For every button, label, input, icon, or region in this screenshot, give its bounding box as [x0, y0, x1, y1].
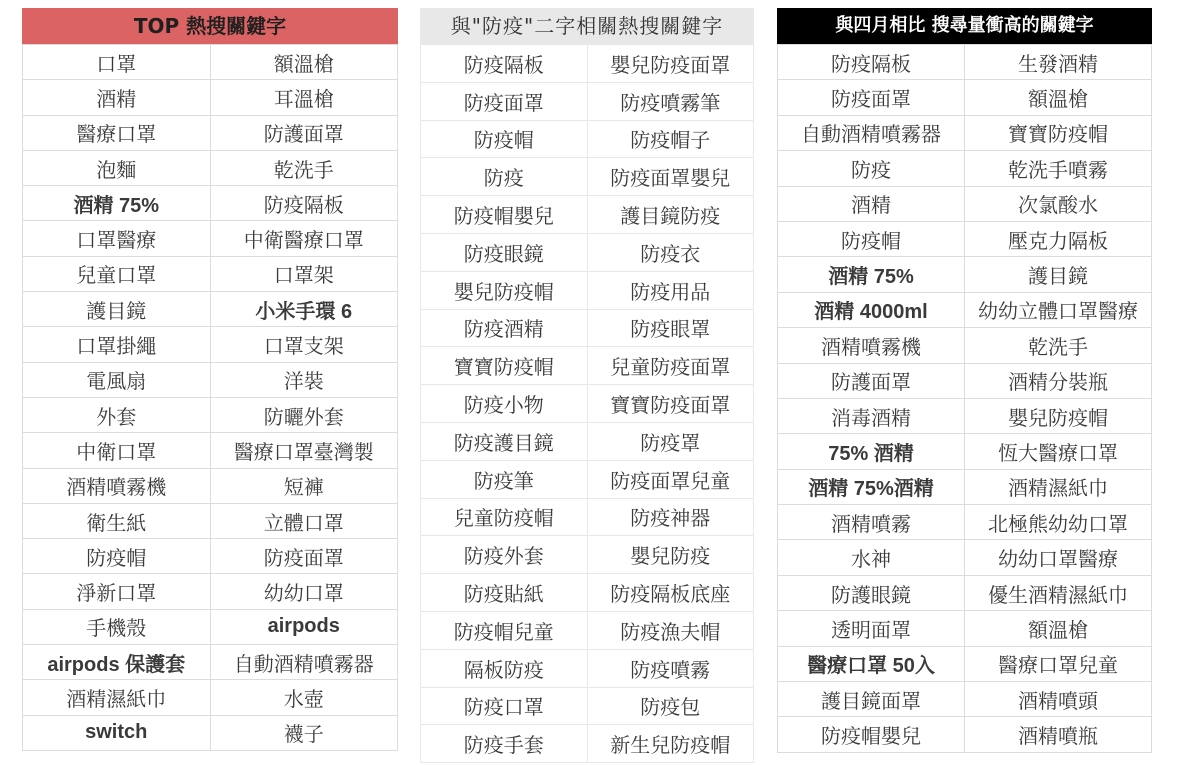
keyword-cell: 防疫護目鏡: [421, 422, 588, 460]
keyword-cell: 嬰兒防疫面罩: [587, 45, 754, 83]
table-row: [421, 385, 754, 423]
table-row: [23, 715, 398, 750]
keyword-cell: 防疫眼鏡: [421, 233, 588, 271]
keyword-cell: 酒精: [23, 80, 211, 115]
keyword-cell: 醫療口罩兒童: [965, 646, 1152, 681]
panel-title: TOP 熱搜關鍵字: [22, 8, 398, 44]
keyword-cell: 乾洗手噴霧: [965, 151, 1152, 186]
table-row: [23, 433, 398, 468]
keyword-cell: 口罩支架: [210, 327, 398, 362]
keyword-cell: 水神: [778, 540, 965, 575]
keyword-cell: 外套: [23, 397, 211, 432]
table-row: [778, 717, 1152, 752]
keyword-cell: 寶寶防疫帽: [965, 115, 1152, 150]
keyword-cell: 防疫面罩: [778, 80, 965, 115]
keyword-cell: 防疫包: [587, 687, 754, 725]
keyword-cell: 自動酒精噴霧器: [778, 115, 965, 150]
keyword-cell: 酒精濕紙巾: [23, 680, 211, 715]
rising-keywords-panel: [777, 8, 1152, 753]
keyword-cell: 短褲: [210, 468, 398, 503]
keyword-cell: 衛生紙: [23, 503, 211, 538]
keyword-cell: 幼幼立體口罩醫療: [965, 292, 1152, 327]
table-row: [778, 682, 1152, 717]
table-row: [421, 725, 754, 763]
table-row: [778, 257, 1152, 292]
keyword-cell: 防疫眼罩: [587, 309, 754, 347]
table-row: [778, 80, 1152, 115]
table-row: [421, 196, 754, 234]
keyword-cell: airpods: [210, 609, 398, 644]
table-row: [23, 221, 398, 256]
keyword-cell: 泡麵: [23, 150, 211, 185]
table-row: [421, 611, 754, 649]
table-row: [778, 363, 1152, 398]
keyword-cell: 額溫槍: [965, 611, 1152, 646]
keyword-cell: 次氯酸水: [965, 186, 1152, 221]
keyword-cell: airpods 保護套: [23, 645, 211, 680]
keyword-cell: 酒精噴瓶: [965, 717, 1152, 752]
table-row: [23, 574, 398, 609]
keyword-cell: 嬰兒防疫帽: [421, 271, 588, 309]
keyword-cell: 防疫帽: [23, 539, 211, 574]
table-row: [421, 271, 754, 309]
keyword-cell: 防疫帽: [778, 221, 965, 256]
table-row: [421, 498, 754, 536]
keyword-cell: 防護面罩: [210, 115, 398, 150]
table-row: [23, 186, 398, 221]
keyword-cell: 嬰兒防疫: [587, 536, 754, 574]
keyword-cell: 防疫漁夫帽: [587, 611, 754, 649]
keyword-cell: 防疫: [778, 151, 965, 186]
keyword-cell: 口罩架: [210, 256, 398, 291]
keyword-cell: 兒童口罩: [23, 256, 211, 291]
table-row: [421, 649, 754, 687]
keyword-cell: 醫療口罩 50入: [778, 646, 965, 681]
keyword-cell: 防疫噴霧: [587, 649, 754, 687]
table-row: [23, 503, 398, 538]
keyword-cell: 乾洗手: [210, 150, 398, 185]
table-row: [778, 151, 1152, 186]
keyword-cell: 酒精噴頭: [965, 682, 1152, 717]
keyword-cell: 防疫神器: [587, 498, 754, 536]
table-row: [23, 468, 398, 503]
table-row: [421, 574, 754, 612]
keyword-cell: 防疫帽兒童: [421, 611, 588, 649]
table-row: [778, 328, 1152, 363]
table-row: [23, 397, 398, 432]
table-row: [421, 422, 754, 460]
panel-title: 與"防疫"二字相關熱搜關鍵字: [420, 8, 754, 44]
keyword-cell: 酒精: [778, 186, 965, 221]
keyword-cell: 小米手環 6: [210, 292, 398, 327]
table-row: [421, 82, 754, 120]
keyword-cell: 防疫用品: [587, 271, 754, 309]
keyword-cell: 口罩: [23, 45, 211, 80]
keyword-cell: 防疫小物: [421, 385, 588, 423]
keyword-cell: switch: [23, 715, 211, 750]
keyword-cell: 消毒酒精: [778, 398, 965, 433]
keyword-cell: 防疫: [421, 158, 588, 196]
keyword-cell: 恆大醫療口罩: [965, 434, 1152, 469]
table-row: [778, 45, 1152, 80]
keyword-cell: 防曬外套: [210, 397, 398, 432]
keyword-cell: 酒精分裝瓶: [965, 363, 1152, 398]
table-row: [778, 221, 1152, 256]
keyword-cell: 防疫口罩: [421, 687, 588, 725]
keyword-cell: 寶寶防疫面罩: [587, 385, 754, 423]
table-row: [778, 469, 1152, 504]
keyword-cell: 酒精 75%: [23, 186, 211, 221]
keyword-cell: 嬰兒防疫帽: [965, 398, 1152, 433]
table-row: [778, 434, 1152, 469]
keyword-cell: 防疫隔板: [210, 186, 398, 221]
table-row: [421, 309, 754, 347]
keyword-cell: 幼幼口罩醫療: [965, 540, 1152, 575]
table-row: [778, 575, 1152, 610]
epidemic-keywords-panel: [420, 8, 754, 763]
keyword-cell: 防疫酒精: [421, 309, 588, 347]
table-row: [23, 292, 398, 327]
keyword-cell: 防疫貼紙: [421, 574, 588, 612]
keyword-cell: 酒精濕紙巾: [965, 469, 1152, 504]
keyword-cell: 酒精 4000ml: [778, 292, 965, 327]
table-row: [421, 158, 754, 196]
table-row: [23, 80, 398, 115]
keyword-cell: 水壺: [210, 680, 398, 715]
keyword-cell: 生發酒精: [965, 45, 1152, 80]
keyword-cell: 防疫面罩: [210, 539, 398, 574]
table-row: [778, 292, 1152, 327]
table-row: [778, 611, 1152, 646]
keyword-cell: 立體口罩: [210, 503, 398, 538]
keyword-cell: 襪子: [210, 715, 398, 750]
keyword-cell: 淨新口罩: [23, 574, 211, 609]
keywords-table: [22, 44, 398, 751]
table-row: [778, 505, 1152, 540]
keyword-cell: 護目鏡: [965, 257, 1152, 292]
keyword-cell: 醫療口罩: [23, 115, 211, 150]
keyword-cell: 防疫隔板: [421, 45, 588, 83]
keyword-cell: 防疫衣: [587, 233, 754, 271]
keyword-cell: 防疫帽嬰兒: [778, 717, 965, 752]
keyword-cell: 兒童防疫面罩: [587, 347, 754, 385]
keyword-cell: 防疫隔板底座: [587, 574, 754, 612]
table-row: [778, 540, 1152, 575]
keyword-cell: 透明面罩: [778, 611, 965, 646]
keyword-cell: 防疫帽子: [587, 120, 754, 158]
keyword-cell: 優生酒精濕紙巾: [965, 575, 1152, 610]
table-row: [23, 115, 398, 150]
keyword-cell: 幼幼口罩: [210, 574, 398, 609]
keyword-cell: 酒精噴霧機: [23, 468, 211, 503]
keyword-cell: 75% 酒精: [778, 434, 965, 469]
keyword-cell: 護目鏡: [23, 292, 211, 327]
table-row: [421, 536, 754, 574]
keyword-cell: 洋裝: [210, 362, 398, 397]
keyword-cell: 口罩醫療: [23, 221, 211, 256]
keyword-cell: 隔板防疫: [421, 649, 588, 687]
keyword-cell: 防疫噴霧筆: [587, 82, 754, 120]
keyword-cell: 醫療口罩臺灣製: [210, 433, 398, 468]
table-row: [23, 609, 398, 644]
keywords-table: [777, 44, 1152, 753]
keyword-cell: 防疫帽: [421, 120, 588, 158]
keyword-cell: 額溫槍: [210, 45, 398, 80]
keyword-cell: 額溫槍: [965, 80, 1152, 115]
keyword-cell: 新生兒防疫帽: [587, 725, 754, 763]
table-row: [421, 687, 754, 725]
keyword-cell: 酒精噴霧: [778, 505, 965, 540]
table-row: [778, 398, 1152, 433]
keyword-cell: 中衛醫療口罩: [210, 221, 398, 256]
keyword-cell: 護目鏡防疫: [587, 196, 754, 234]
table-row: [421, 233, 754, 271]
keyword-cell: 中衛口罩: [23, 433, 211, 468]
keyword-cell: 防疫面罩嬰兒: [587, 158, 754, 196]
keywords-table: [420, 44, 754, 763]
keyword-cell: 防疫隔板: [778, 45, 965, 80]
table-row: [23, 45, 398, 80]
table-row: [23, 327, 398, 362]
keyword-cell: 寶寶防疫帽: [421, 347, 588, 385]
keyword-cell: 護目鏡面罩: [778, 682, 965, 717]
keyword-cell: 防疫面罩: [421, 82, 588, 120]
table-row: [23, 539, 398, 574]
keyword-cell: 自動酒精噴霧器: [210, 645, 398, 680]
table-row: [23, 256, 398, 291]
keyword-cell: 防護面罩: [778, 363, 965, 398]
keyword-cell: 壓克力隔板: [965, 221, 1152, 256]
keyword-cell: 防護眼鏡: [778, 575, 965, 610]
keyword-cell: 北極熊幼幼口罩: [965, 505, 1152, 540]
table-row: [778, 115, 1152, 150]
keyword-cell: 酒精 75%: [778, 257, 965, 292]
table-row: [421, 460, 754, 498]
keyword-cell: 防疫外套: [421, 536, 588, 574]
keyword-cell: 酒精 75%酒精: [778, 469, 965, 504]
panel-title: 與四月相比 搜尋量衝高的關鍵字: [777, 8, 1152, 44]
table-row: [778, 646, 1152, 681]
table-row: [421, 45, 754, 83]
keyword-cell: 防疫筆: [421, 460, 588, 498]
table-row: [421, 120, 754, 158]
table-row: [421, 347, 754, 385]
keyword-cell: 酒精噴霧機: [778, 328, 965, 363]
top-keywords-panel: [22, 8, 398, 751]
keyword-cell: 乾洗手: [965, 328, 1152, 363]
table-row: [23, 680, 398, 715]
keyword-cell: 手機殼: [23, 609, 211, 644]
keyword-cell: 防疫罩: [587, 422, 754, 460]
table-row: [23, 150, 398, 185]
keyword-cell: 電風扇: [23, 362, 211, 397]
keyword-cell: 耳溫槍: [210, 80, 398, 115]
table-row: [23, 645, 398, 680]
keyword-cell: 兒童防疫帽: [421, 498, 588, 536]
keyword-cell: 防疫手套: [421, 725, 588, 763]
keyword-cell: 防疫帽嬰兒: [421, 196, 588, 234]
keyword-cell: 防疫面罩兒童: [587, 460, 754, 498]
table-row: [778, 186, 1152, 221]
table-row: [23, 362, 398, 397]
keyword-cell: 口罩掛繩: [23, 327, 211, 362]
